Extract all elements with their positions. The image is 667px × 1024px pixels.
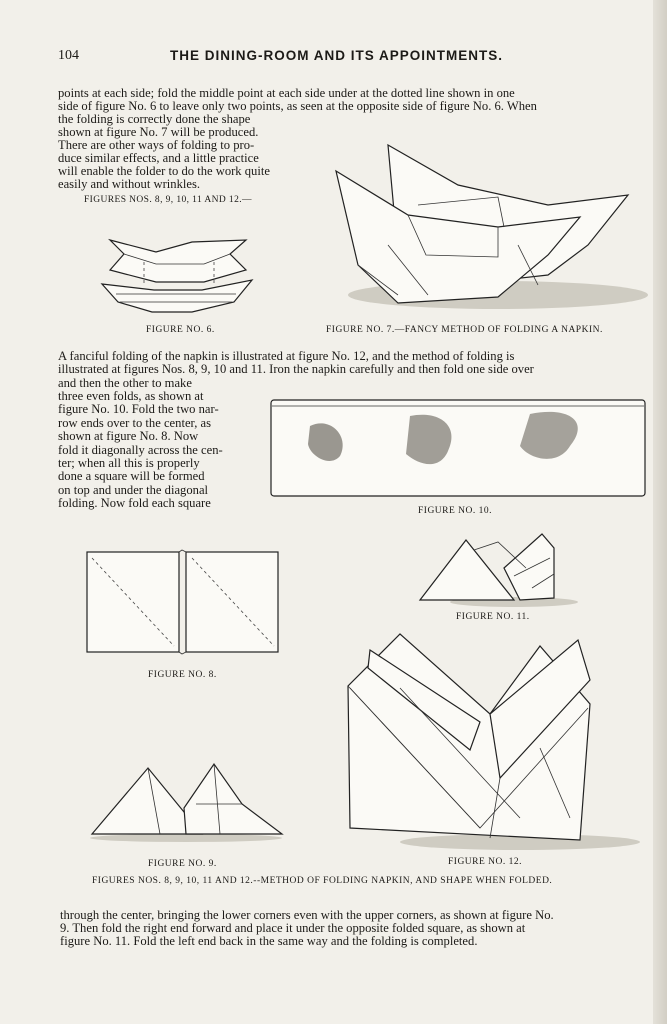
para2-line10: done a square will be formed [58,469,205,483]
figure-9-illustration [86,760,286,844]
para1-line5: There are other ways of folding to pro- [58,138,255,152]
figure-12-illustration [340,628,640,854]
para1-line2: side of figure No. 6 to leave only two points, as seen at the opposite side of figure No. 6. When [58,99,537,113]
caption-figure-11: FIGURE NO. 11. [456,612,530,622]
caption-figure-12: FIGURE NO. 12. [448,857,523,867]
caption-figure-7: FIGURE NO. 7.—FANCY METHOD OF FOLDING A NAPKIN. [326,325,603,335]
para2-line6: row ends over to the center, as [58,416,212,430]
page-number: 104 [58,48,79,63]
caption-figures-group: FIGURES NOS. 8, 9, 10, 11 AND 12.--METHOD OF FOLDING NAPKIN, AND SHAPE WHEN FOLDED. [92,876,553,886]
para2-line1: A fanciful folding of the napkin is illustrated at figure No. 12, and the method of folding is [58,349,515,363]
para2-line8: fold it diagonally across the cen- [58,443,223,457]
figures-heading: FIGURES NOS. 8, 9, 10, 11 AND 12.— [84,195,252,205]
para2-line4: three even folds, as shown at [58,389,204,403]
para2-line9: ter; when all this is properly [58,456,200,470]
caption-figure-10: FIGURE NO. 10. [418,506,493,516]
para2-line5: figure No. 10. Fold the two nar- [58,402,219,416]
para1-line6: duce similar effects, and a little practice [58,151,259,165]
page-edge-shadow [653,0,667,1024]
figure-8-illustration [86,548,282,656]
para2-line3: and then the other to make [58,376,192,390]
para1-line1: points at each side; fold the middle point at each side under at the dotted line shown in one [58,86,515,100]
para3-line1: through the center, bringing the lower corners even with the upper corners, as shown at figure No. [60,908,554,922]
para2-line2: illustrated at figures Nos. 8, 9, 10 and 11. Iron the napkin carefully and then fold one side over [58,362,534,376]
para3-line2: 9. Then fold the right end forward and place it under the opposite folded square, as shown at [60,921,526,935]
para1-line4: shown at figure No. 7 will be produced. [58,125,259,139]
figure-11-illustration [414,528,584,608]
figure-10-illustration [270,396,648,500]
para2-line12: folding. Now fold each square [58,496,211,510]
caption-figure-9: FIGURE NO. 9. [148,859,217,869]
caption-figure-6: FIGURE NO. 6. [146,325,215,335]
running-title: THE DINING-ROOM AND ITS APPOINTMENTS. [170,48,503,63]
para2-line11: on top and under the diagonal [58,483,209,497]
para1-line7: will enable the folder to do the work quite [58,164,270,178]
figure-6-illustration [96,232,261,317]
para3-line3: figure No. 11. Fold the left end back in the same way and the folding is completed. [60,934,478,948]
para1-line8: easily and without wrinkles. [58,177,201,191]
figure-7-illustration [318,145,650,315]
para1-line3: the folding is correctly done the shape [58,112,251,126]
para2-line7: shown at figure No. 8. Now [58,429,199,443]
caption-figure-8: FIGURE NO. 8. [148,670,217,680]
